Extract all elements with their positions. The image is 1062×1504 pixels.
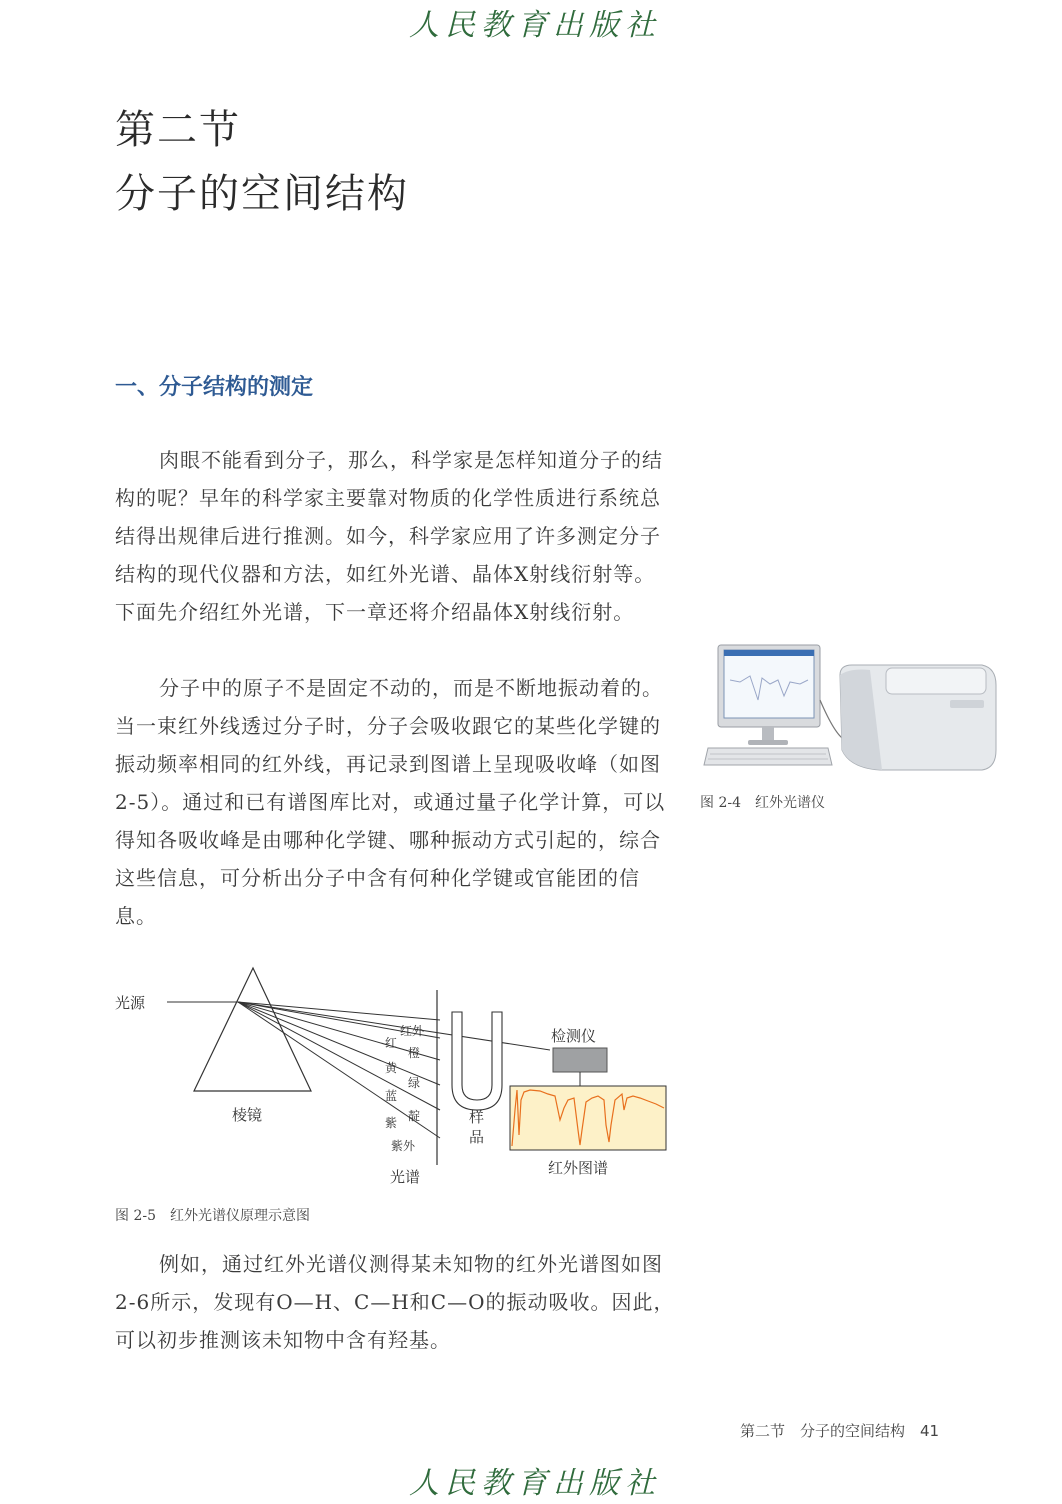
ir-chart-label: 红外图谱 xyxy=(548,1159,609,1177)
color-red: 红 xyxy=(385,1036,398,1050)
color-ultraviolet: 紫外 xyxy=(391,1139,416,1153)
color-orange: 橙 xyxy=(408,1046,421,1060)
page-footer: 第二节 分子的空间结构 41 xyxy=(740,1422,940,1440)
sample-label-2: 品 xyxy=(469,1128,485,1146)
ir-spectrometer-image xyxy=(700,640,1000,780)
prism-label: 棱镜 xyxy=(232,1106,263,1124)
paragraph-1: 肉眼不能看到分子，那么，科学家是怎样知道分子的结构的呢？早年的科学家主要靠对物质的化学性质进行系统总结得出规律后进行推测。如今，科学家应用了许多测定分子结构的现代仪器和方法，如红外光谱、晶体X射线衍射等。下面先介绍红外光谱，下一章还将介绍晶体X射线衍射。 xyxy=(115,448,663,624)
light-source-label: 光源 xyxy=(115,994,146,1012)
ir-chart xyxy=(510,1086,666,1150)
section-title: 分子的空间结构 xyxy=(115,171,409,217)
sample-label-1: 样 xyxy=(469,1108,485,1126)
color-green: 绿 xyxy=(408,1076,421,1090)
color-yellow: 黄 xyxy=(385,1061,398,1075)
figure-2-4-caption: 图 2-4 红外光谱仪 xyxy=(700,795,825,811)
color-violet-dark: 靛 xyxy=(408,1109,421,1123)
section-number: 第二节 xyxy=(115,107,241,153)
prism-shape xyxy=(194,968,311,1091)
paragraph-2: 分子中的原子不是固定不动的，而是不断地振动着的。当一束红外线透过分子时，分子会吸收跟它的某些化学键的振动频率相同的红外线，再记录到图谱上呈现吸收峰（如图2-5）。通过和已有谱图库比对，或通过量子化学计算，可以得知各吸收峰是由哪种化学键、哪种振动方式引起的，综合这些信息，可分析出分子中含有何种化学键或官能团的信息。 xyxy=(115,676,666,928)
publisher-watermark-top: 人民教育出版社 xyxy=(409,8,661,43)
figure-2-5-caption: 图 2-5 红外光谱仪原理示意图 xyxy=(115,1208,310,1224)
sample-tube xyxy=(452,1012,502,1110)
detector-label: 检测仪 xyxy=(551,1027,597,1045)
color-purple: 紫 xyxy=(385,1116,398,1130)
detector-box xyxy=(553,1048,607,1072)
ir-principle-diagram xyxy=(110,960,680,1195)
color-blue: 蓝 xyxy=(385,1089,398,1103)
publisher-watermark-bottom: 人民教育出版社 xyxy=(409,1466,661,1501)
paragraph-3: 例如，通过红外光谱仪测得某未知物的红外光谱图如图2-6所示，发现有O—H、C—H和C—O的振动吸收。因此，可以初步推测该未知物中含有羟基。 xyxy=(115,1252,675,1352)
spectrum-label: 光谱 xyxy=(390,1168,421,1186)
color-infrared: 红外 xyxy=(400,1024,425,1038)
subsection-heading: 一、分子结构的测定 xyxy=(115,375,314,400)
